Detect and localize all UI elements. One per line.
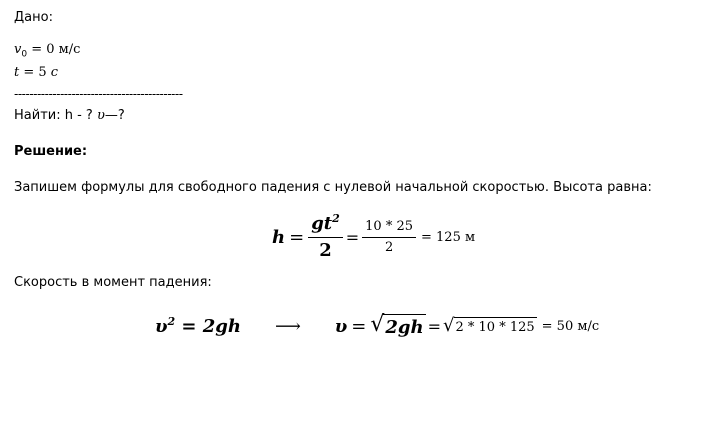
v0-symbol: v: [14, 42, 22, 57]
sqrt-icon: √: [370, 311, 385, 337]
eq1-fraction-symbolic: [308, 212, 343, 261]
eq2-v: υ: [334, 315, 348, 337]
eq1-frac1-num: gt: [311, 213, 333, 235]
eq2-lhs: [155, 315, 241, 337]
eq2-lhs-exp: 2: [167, 315, 176, 328]
eq1-frac1-exp: 2: [332, 212, 340, 226]
given-t: [14, 65, 58, 80]
find-label: Найти: h - ?: [14, 108, 97, 123]
eq1-equals: =: [289, 226, 305, 248]
eq2-equals-2: =: [427, 316, 442, 336]
eq1-frac2-num: 10 * 25: [362, 219, 416, 238]
sqrt1-body: 2gh: [383, 314, 425, 339]
eq1-frac2-den: 2: [384, 239, 394, 255]
t-symbol: t: [14, 65, 20, 80]
sqrt-icon-2: √: [443, 314, 455, 336]
given-v0: [14, 42, 80, 60]
eq2-equals: =: [351, 315, 367, 337]
v0-subscript: 0: [21, 49, 28, 60]
eq2-lhs-base: υ: [155, 316, 168, 337]
solution-heading: Решение:: [14, 144, 88, 159]
find-v-rest: —?: [104, 108, 125, 123]
find-v-symbol: υ: [96, 108, 105, 123]
sqrt-2gh: [370, 311, 425, 339]
eq2-lhs-rest: = 2gh: [175, 316, 241, 337]
speed-label: Скорость в момент падения:: [14, 275, 212, 290]
eq1-result: = 125 м: [421, 229, 476, 245]
t-value: = 5: [19, 65, 51, 80]
find-line: [14, 108, 125, 123]
speed-equation: [155, 308, 599, 344]
sqrt2-body: 2 * 10 * 125: [454, 317, 537, 336]
eq1-frac1-den: 2: [319, 240, 332, 261]
solution-intro: Запишем формулы для свободного падения с нулевой начальной скоростью. Высота равна:: [14, 180, 652, 195]
eq2-result: = 50 м/с: [541, 318, 600, 334]
eq1-fraction-numeric: [362, 219, 416, 255]
eq1-lhs: h: [272, 226, 286, 248]
v0-value: = 0 м/с: [27, 42, 81, 57]
arrow-icon: ⟶: [274, 315, 301, 337]
height-equation: [272, 212, 475, 262]
sqrt-numeric: [443, 314, 537, 336]
divider: --------------------------------------------: [14, 87, 183, 101]
t-unit: с: [50, 65, 59, 80]
given-heading: Дано:: [14, 10, 53, 25]
eq1-equals-2: =: [345, 227, 360, 247]
